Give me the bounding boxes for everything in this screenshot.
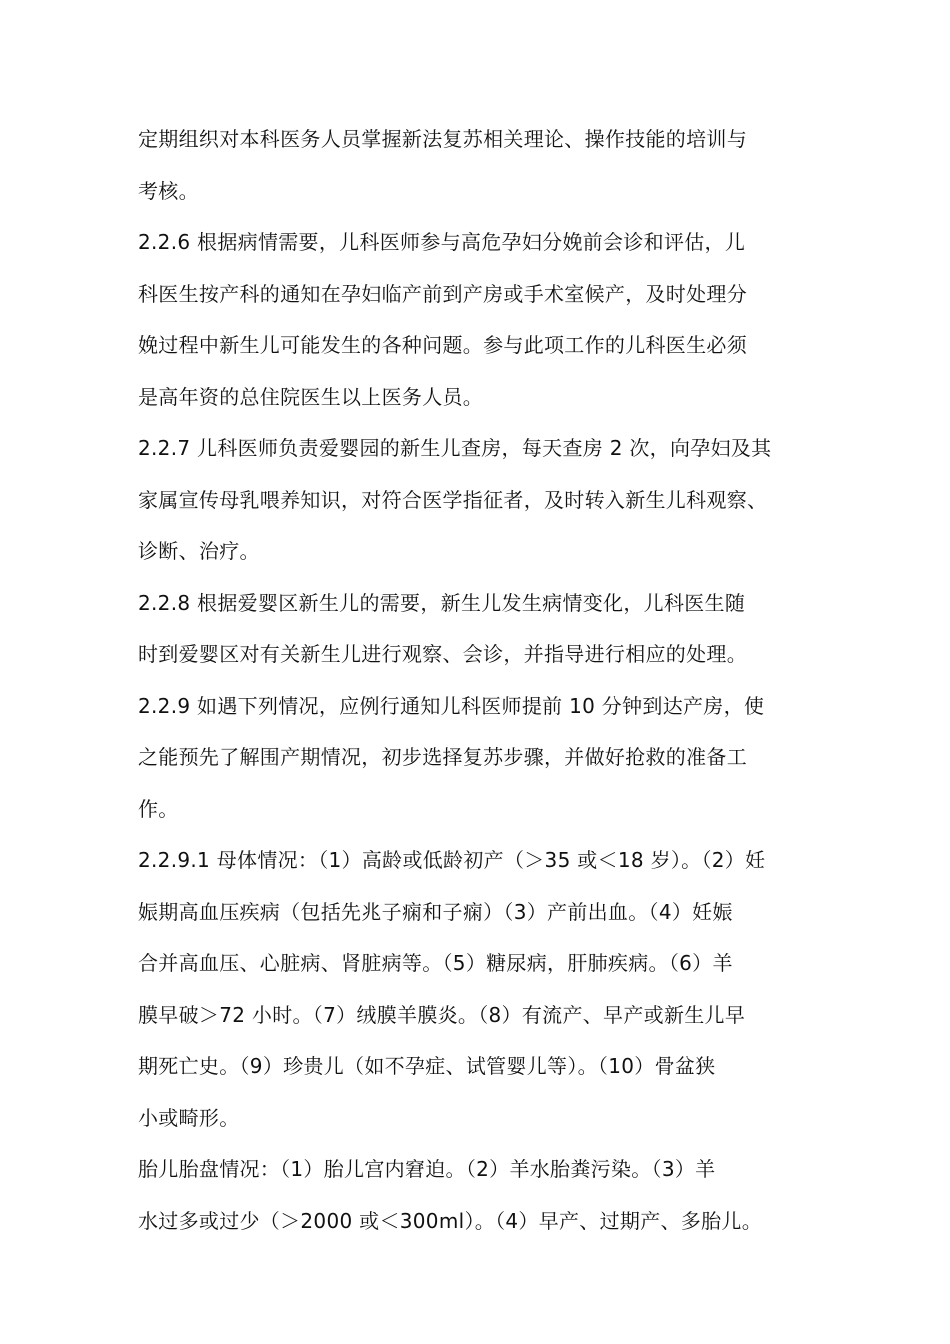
text-line: 2.2.9 如遇下列情况，应例行通知儿科医师提前 10 分钟到达产房，使 <box>138 693 765 718</box>
document-body <box>138 114 828 1247</box>
text-line: 膜早破＞72 小时。（7）绒膜羊膜炎。（8）有流产、早产或新生儿早 <box>138 1002 746 1027</box>
text-line: 水过多或过少（＞2000 或＜300ml）。（4）早产、过期产、多胎儿。 <box>138 1208 762 1233</box>
text-line: 作。 <box>138 796 179 821</box>
text-line: 2.2.6 根据病情需要，儿科医师参与高危孕妇分娩前会诊和评估，儿 <box>138 230 746 254</box>
text-line: 之能预先了解围产期情况，初步选择复苏步骤，并做好抢救的准备工 <box>138 745 747 769</box>
text-line: 考核。 <box>138 178 199 203</box>
text-line: 娩过程中新生儿可能发生的各种问题。参与此项工作的儿科医生必须 <box>138 333 747 357</box>
text-line: 2.2.9.1 母体情况：（1）高龄或低龄初产（＞35 或＜18 岁）。（2）妊 <box>138 848 766 872</box>
text-line: 期死亡史。（9）珍贵儿（如不孕症、试管婴儿等）。（10）骨盆狭 <box>138 1054 716 1078</box>
text-line: 定期组织对本科医务人员掌握新法复苏相关理论、操作技能的培训与 <box>138 127 747 151</box>
text-line: 合并高血压、心脏病、肾脏病等。（5）糖尿病，肝肺疾病。（6）羊 <box>138 951 733 975</box>
text-line: 2.2.8 根据爱婴区新生儿的需要，新生儿发生病情变化，儿科医生随 <box>138 590 746 615</box>
text-line: 是高年资的总住院医生以上医务人员。 <box>138 384 484 409</box>
text-line: 诊断、治疗。 <box>138 539 260 563</box>
text-line: 娠期高血压疾病（包括先兆子痫和子痫）（3）产前出血。（4）妊娠 <box>138 899 733 924</box>
text-line: 小或畸形。 <box>138 1105 240 1130</box>
text-line: 胎儿胎盘情况：（1）胎儿宫内窘迫。（2）羊水胎粪污染。（3）羊 <box>138 1157 716 1181</box>
text-line: 时到爱婴区对有关新生儿进行观察、会诊，并指导进行相应的处理。 <box>138 642 747 666</box>
text-line: 家属宣传母乳喂养知识，对符合医学指征者，及时转入新生儿科观察、 <box>138 487 768 512</box>
text-line: 科医生按产科的通知在孕妇临产前到产房或手术室候产，及时处理分 <box>138 281 747 306</box>
text-line: 2.2.7 儿科医师负责爱婴园的新生儿查房，每天查房 2 次，向孕妇及其 <box>138 436 772 460</box>
